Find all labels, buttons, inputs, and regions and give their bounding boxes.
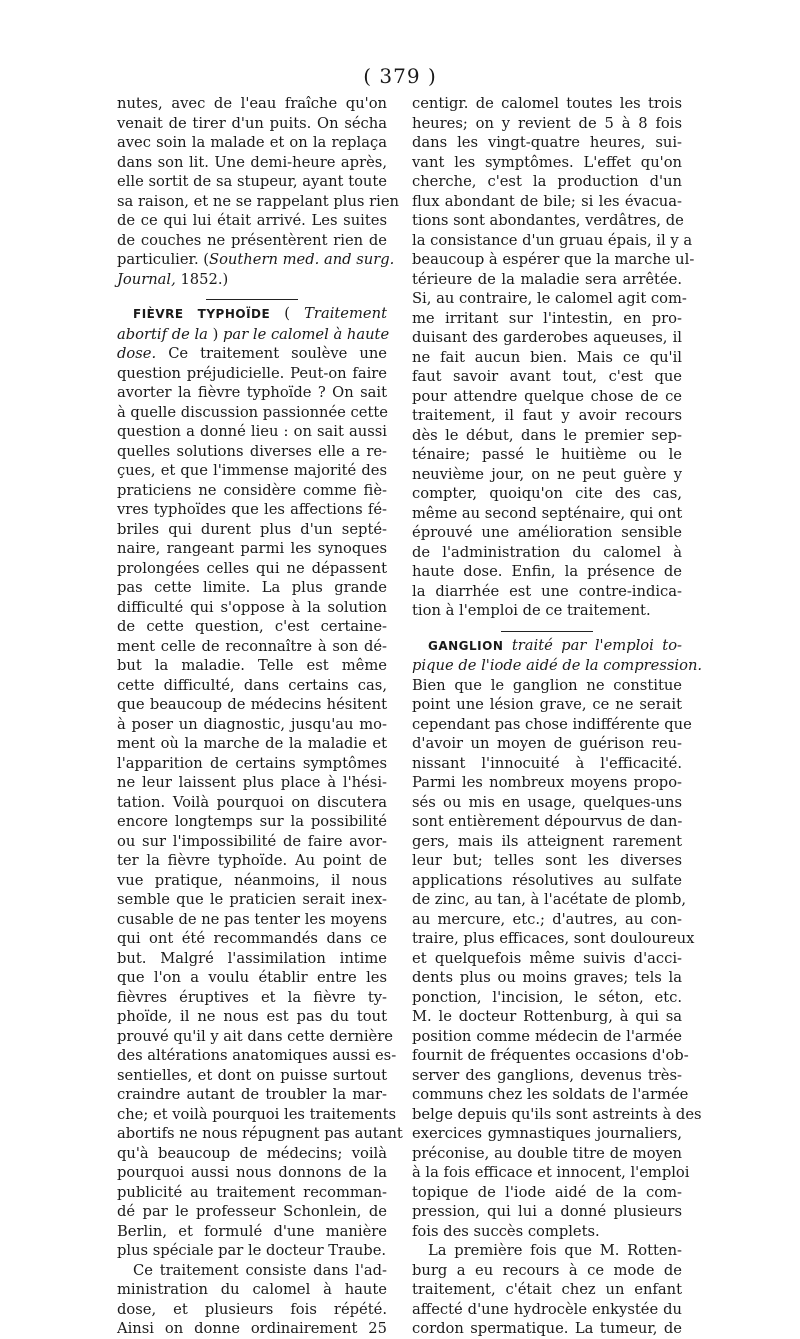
text-line: ministration du calomel à haute — [117, 1281, 387, 1298]
text-line: ne leur laissent plus place à l'hési- — [117, 774, 387, 791]
article-heading: FIÈVRE TYPHOÏDE — [133, 307, 271, 321]
text-line: che; et voilà pourquoi les traitements — [117, 1105, 397, 1123]
text-line: éprouvé une amélioration sensible — [412, 524, 682, 541]
text-line: pour attendre quelque chose de ce — [412, 387, 682, 405]
text-line: naire, rangeant parmi les synoques — [117, 540, 387, 557]
citation-journal: Southern med. and surg. — [209, 251, 395, 268]
left-column — [117, 94, 403, 1339]
text-line: dé par le professeur Schonlein, de — [117, 1203, 387, 1220]
text-line: ténaire; passé le huitième ou le — [412, 446, 682, 463]
text-line: qu'à beaucoup de médecins; voilà — [117, 1144, 387, 1162]
text-line: ment celle de reconnaître à son dé- — [117, 637, 387, 655]
text-line: d'avoir un moyen de guérison reu- — [412, 735, 682, 752]
text-line: avorter la fièvre typhoïde ? On sait — [117, 384, 387, 401]
text-line: Parmi les nombreux moyens propo- — [412, 774, 682, 791]
text-line: communs chez les soldats de l'armée — [412, 1086, 689, 1103]
text-line: briles qui durent plus d'un septé- — [117, 520, 387, 538]
citation-journal: Journal, — [117, 270, 176, 288]
text-line: ou sur l'impossibilité de faire avor- — [117, 832, 387, 850]
text-line: l'apparition de certains symptômes — [117, 754, 387, 772]
text-line: sa raison, et ne se rappelant plus rien — [117, 192, 399, 210]
text-line: çues, et que l'immense majorité des — [117, 462, 387, 479]
text-line: craindre autant de troubler la mar- — [117, 1086, 387, 1103]
text-line: traitement, c'était chez un enfant — [412, 1281, 682, 1298]
right-column — [412, 94, 703, 1339]
text-line: fièvres éruptives et la fièvre ty- — [117, 988, 387, 1006]
text-line: térieure de la maladie sera arrêtée. — [412, 270, 682, 288]
text-line: faut savoir avant tout, c'est que — [412, 368, 682, 385]
text-line: de l'administration du calomel à — [412, 543, 682, 561]
text-line: difficulté qui s'oppose à la solution — [117, 598, 387, 616]
text-line: leur but; telles sont les diverses — [412, 852, 682, 869]
article-heading: GANGLION — [428, 638, 504, 653]
text-line: Ce traitement consiste dans l'ad- — [133, 1261, 387, 1279]
text-line: beaucoup à espérer que la marche ul- — [412, 251, 695, 268]
text-line: fournit de fréquentes occasions d'ob- — [412, 1047, 689, 1064]
text-line: nissant l'innocuité à l'efficacité. — [412, 754, 682, 772]
article-title-line: FIÈVRE TYPHOÏDE ( Traitement — [133, 305, 387, 322]
text-line: applications résolutives au sulfate — [412, 871, 682, 889]
text-line: tation. Voilà pourquoi on discutera — [117, 793, 387, 811]
text-line: ter la fièvre typhoïde. Au point de — [117, 852, 387, 869]
text-line: burg a eu recours à ce mode de — [412, 1261, 682, 1279]
text-line: sés ou mis en usage, quelques-uns — [412, 793, 682, 811]
text-line: ponction, l'incision, le séton, etc. — [412, 988, 682, 1006]
text-line: vant les symptômes. L'effet qu'on — [412, 153, 682, 171]
text-line: plus spéciale par le docteur Traube. — [117, 1242, 387, 1259]
article-fievre-typhoide — [117, 304, 403, 1339]
text-line: haute dose. Enfin, la présence de — [412, 563, 682, 580]
text-line: topique de l'iode aidé de la com- — [412, 1183, 682, 1201]
text-line: nutes, avec de l'eau fraîche qu'on — [117, 95, 387, 112]
text-line: abortifs ne nous répugnent pas autant — [117, 1125, 403, 1142]
text-line: M. le docteur Rottenburg, à qui sa — [412, 1008, 682, 1025]
text-line: position comme médecin de l'armée — [412, 1027, 682, 1045]
text-line: belge depuis qu'ils sont astreints à des — [412, 1105, 702, 1123]
text-line: à quelle discussion passionnée cette — [117, 403, 388, 421]
text-line: pression, qui lui a donné plusieurs — [412, 1203, 682, 1220]
text-line: fois des succès complets. — [412, 1222, 600, 1240]
text-line: prolongées celles qui ne dépassent — [117, 559, 387, 577]
text-line: flux abondant de bile; si les évacua- — [412, 192, 682, 210]
text-line: Berlin, et formulé d'une manière — [117, 1222, 387, 1240]
text-line: au mercure, etc.; d'autres, au con- — [412, 910, 682, 928]
text-line: vue pratique, néanmoins, il nous — [117, 871, 387, 889]
citation-line: particulier. (Southern med. and surg. — [117, 251, 395, 268]
article-title-line: dose. Ce traitement soulève une — [117, 345, 387, 362]
text-line: traitement, il faut y avoir recours — [412, 407, 682, 424]
text-line: cherche, c'est la production d'un — [412, 173, 682, 190]
text-line: duisant des garderobes aqueuses, il — [412, 329, 682, 346]
text-line: la consistance d'un gruau épais, il y a — [412, 231, 693, 249]
text-line: cusable de ne pas tenter les moyens — [117, 910, 388, 928]
right-para-1 — [412, 94, 695, 621]
text-line: préconise, au double titre de moyen — [412, 1144, 682, 1162]
text-line: prouvé qu'il y ait dans cette dernière — [117, 1027, 393, 1045]
text-line: La première fois que M. Rotten- — [428, 1242, 682, 1259]
text-line: affecté d'une hydrocèle enkystée du — [412, 1300, 682, 1318]
text-line: des altérations anatomiques aussi es- — [117, 1047, 397, 1064]
text-line: traire, plus efficaces, sont douloureux — [412, 930, 695, 947]
text-line: et quelquefois même suivis d'acci- — [412, 949, 682, 967]
page-number: ( 379 ) — [363, 64, 437, 88]
section-divider — [501, 631, 593, 632]
text-line: cependant pas chose indifférente que — [412, 715, 692, 733]
text-line: phoïde, il ne nous est pas du tout — [117, 1008, 387, 1025]
text-line: que beaucoup de médecins hésitent — [117, 696, 387, 713]
text-line: à poser un diagnostic, jusqu'au mo- — [117, 715, 387, 733]
citation-line: Journal, 1852.) — [117, 270, 229, 288]
text-line: tions sont abondantes, verdâtres, de — [412, 212, 684, 229]
text-line: vres typhoïdes que les affections fé- — [117, 501, 387, 518]
text-line: encore longtemps sur la possibilité — [117, 813, 387, 830]
text-line: Si, au contraire, le calomel agit com- — [412, 290, 687, 307]
text-line: publicité au traitement recomman- — [117, 1183, 387, 1201]
text-line: pourquoi aussi nous donnons de la — [117, 1164, 387, 1181]
text-line: ment où la marche de la maladie et — [117, 735, 387, 752]
text-line: venait de tirer d'un puits. On sécha — [117, 114, 387, 132]
left-para-1 — [117, 94, 399, 289]
text-line: quelles solutions diverses elle a re- — [117, 442, 387, 460]
text-line: tion à l'emploi de ce traitement. — [412, 602, 651, 619]
article-title-line: pique de l'iode aidé de la compression. — [412, 657, 703, 674]
text-line: Ainsi on donne ordinairement 25 — [117, 1320, 387, 1337]
text-line: cette difficulté, dans certains cas, — [117, 676, 387, 694]
article-title-line: abortif de la ) par le calomel à haute — [117, 325, 390, 343]
text-line: de ce qui lui était arrivé. Les suites — [117, 212, 387, 229]
text-line: elle sortit de sa stupeur, ayant toute — [117, 173, 387, 190]
text-line: server des ganglions, devenus très- — [412, 1066, 682, 1084]
text-line: question a donné lieu : on sait aussi — [117, 423, 387, 440]
text-line: même au second septénaire, qui ont — [412, 504, 683, 522]
text-line: de cette question, c'est certaine- — [117, 618, 387, 635]
text-line: dans les vingt-quatre heures, sui- — [412, 134, 682, 151]
text-line: praticiens ne considère comme fiè- — [117, 481, 387, 499]
text-line: de couches ne présentèrent rien de — [117, 231, 387, 249]
text-line: neuvième jour, on ne peut guère y — [412, 465, 682, 483]
text-line: heures; on y revient de 5 à 8 fois — [412, 114, 682, 132]
text-line: but la maladie. Telle est même — [117, 657, 387, 674]
text-line: la diarrhée est une contre-indica- — [412, 582, 682, 600]
text-line: qui ont été recommandés dans ce — [117, 930, 387, 947]
text-line: dans son lit. Une demi-heure après, — [117, 153, 387, 171]
text-line: sentielles, et dont on puisse surtout — [117, 1066, 387, 1084]
text-line: exercices gymnastiques journaliers, — [412, 1125, 682, 1142]
text-line: Bien que le ganglion ne constitue — [412, 676, 682, 694]
text-line: pas cette limite. La plus grande — [117, 579, 387, 596]
text-line: dose, et plusieurs fois répété. — [117, 1300, 387, 1318]
text-line: compter, quoiqu'on cite des cas, — [412, 485, 682, 502]
text-line: centigr. de calomel toutes les trois — [412, 95, 682, 112]
text-line: point une lésion grave, ce ne serait — [412, 696, 682, 713]
text-line: avec soin la malade et on la replaça — [117, 134, 387, 151]
text-line: dès le début, dans le premier sep- — [412, 426, 682, 444]
article-ganglion — [412, 636, 703, 1339]
text-line: dents plus ou moins graves; tels la — [412, 969, 682, 986]
text-line: que l'on a voulu établir entre les — [117, 969, 387, 986]
text-line: à la fois efficace et innocent, l'emploi — [412, 1164, 690, 1181]
text-line: me irritant sur l'intestin, en pro- — [412, 309, 682, 327]
text-line: cordon spermatique. La tumeur, de — [412, 1320, 682, 1337]
text-line: but. Malgré l'assimilation intime — [117, 949, 387, 967]
text-line: question préjudicielle. Peut-on faire — [117, 364, 387, 382]
text-line: gers, mais ils atteignent rarement — [412, 832, 682, 850]
article-title-line: GANGLION traité par l'emploi to- — [428, 636, 682, 654]
text-line: sont entièrement dépourvus de dan- — [412, 813, 683, 830]
text-line: de zinc, au tan, à l'acétate de plomb, — [412, 891, 687, 908]
section-divider — [206, 299, 298, 300]
text-line: ne fait aucun bien. Mais ce qu'il — [412, 348, 682, 366]
text-line: semble que le praticien serait inex- — [117, 891, 387, 908]
